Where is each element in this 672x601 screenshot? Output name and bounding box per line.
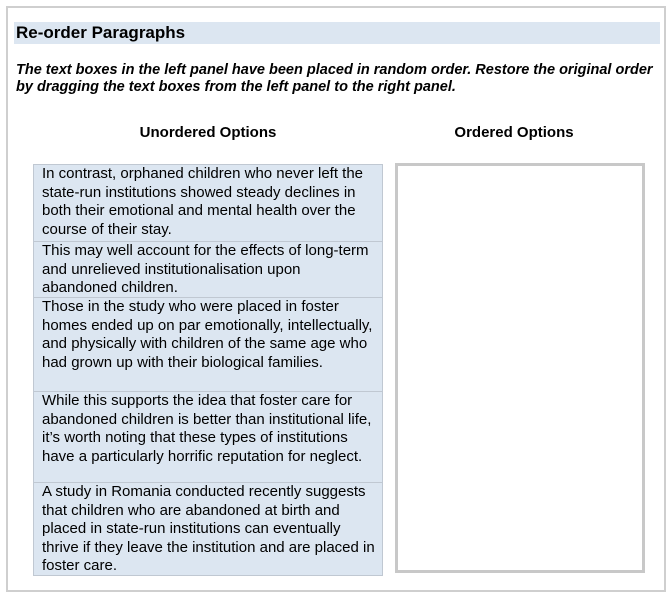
ordered-options-heading: Ordered Options <box>454 124 574 141</box>
reorder-paragraphs-widget <box>6 6 666 592</box>
title-bar <box>14 22 660 44</box>
draggable-paragraph-option[interactable]: While this supports the idea that foster care for abandoned children is better than institutional life, it’s worth noting that these types of institutions have a particularly horrific reputation for neglect. <box>33 391 383 483</box>
instructions-text: The text boxes in the left panel have been placed in random order. Restore the original order by dragging the text boxes from the left panel to the right panel. <box>16 62 653 95</box>
unordered-options-heading: Unordered Options <box>139 124 277 141</box>
page-title: Re-order Paragraphs <box>16 23 186 42</box>
draggable-paragraph-option[interactable]: A study in Romania conducted recently suggests that children who are abandoned at birth and placed in state-run institutions can eventually thrive if they leave the institution and are placed in foster care. <box>33 482 383 576</box>
draggable-paragraph-option[interactable]: In contrast, orphaned children who never left the state-run institutions showed steady declines in both their emotional and mental health over the course of their stay. <box>33 164 383 242</box>
draggable-paragraph-option[interactable]: This may well account for the effects of long-term and unrelieved institutionalisation upon abandoned children. <box>33 241 383 298</box>
ordered-options-drop-zone[interactable] <box>395 163 645 573</box>
unordered-options-panel <box>33 164 383 576</box>
draggable-paragraph-option[interactable]: Those in the study who were placed in foster homes ended up on par emotionally, intellectually, and physically with children of the same age who had grown up with their biological families. <box>33 297 383 392</box>
